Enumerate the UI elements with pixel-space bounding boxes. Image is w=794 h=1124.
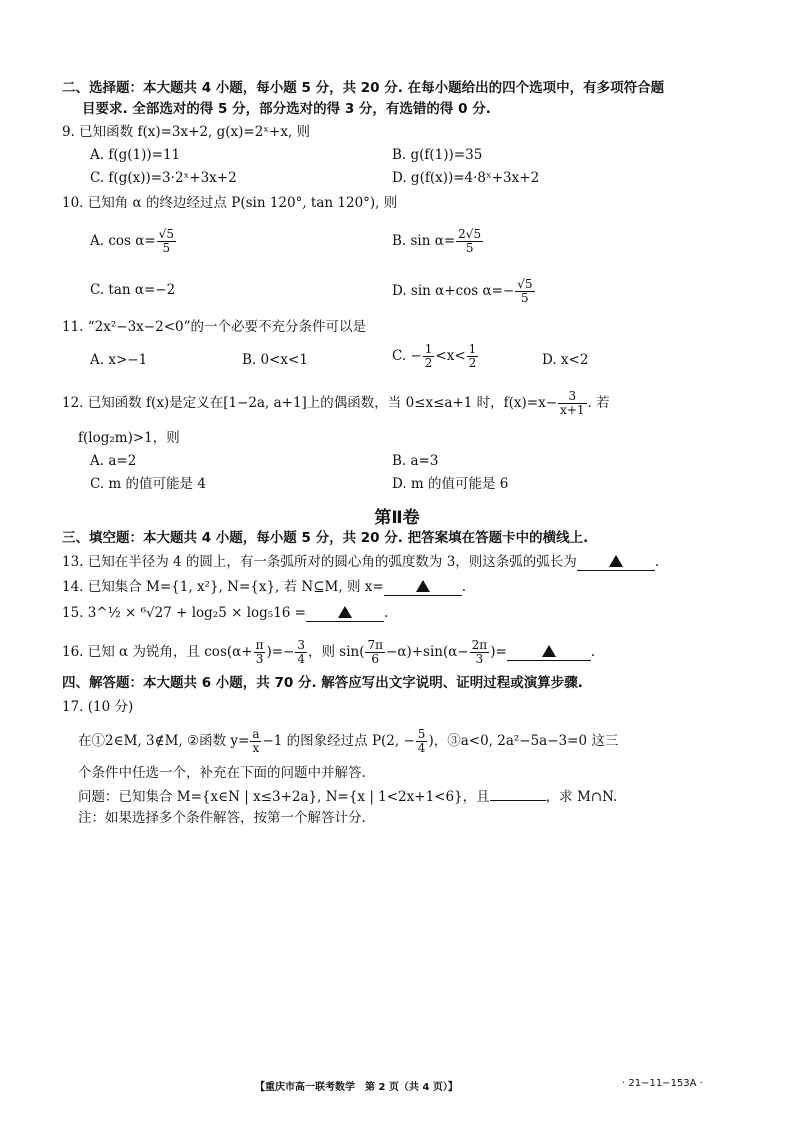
q16-7pi: 7π: [367, 638, 384, 652]
q17-4: 4: [417, 741, 426, 755]
q10-b-den: 5: [465, 241, 474, 255]
q16-6: 6: [371, 652, 380, 666]
q16-pi: π: [255, 638, 264, 652]
q17-head: 17. (10 分): [62, 699, 134, 715]
q17-frac-a-x: [250, 728, 261, 755]
q16-frac-7pi-6: [365, 639, 385, 666]
q16-2pi: 2π: [471, 638, 488, 652]
q12-option-b: B. a=3: [392, 453, 439, 469]
q10-d-prefix: D. sin α+cos α=−: [392, 283, 515, 299]
triangle-icon: [542, 645, 556, 657]
q11-c-fraction1: [423, 343, 435, 370]
q12-stem-line2: f(log₂m)>1，则: [78, 430, 180, 446]
triangle-icon: [609, 555, 623, 567]
q17-l3-suffix: ，求 M∩N.: [545, 789, 618, 805]
q15-answer-blank[interactable]: [306, 605, 384, 622]
q11-c-prefix: C. −: [392, 348, 422, 364]
q14: [62, 577, 752, 597]
q17-frac-5-4: [416, 728, 428, 755]
q16-frac-2pi-3: [470, 639, 490, 666]
q17-line2: 个条件中任选一个，补充在下面的问题中并解答.: [78, 765, 366, 781]
q17-a: a: [252, 727, 260, 741]
q10-option-a: [90, 228, 177, 255]
q12-option-d: D. m 的值可能是 6: [392, 476, 509, 492]
q10-b-num: 2√5: [458, 227, 482, 241]
q17-x: x: [252, 741, 260, 755]
q13-end: .: [654, 554, 660, 570]
part2-title: 第Ⅱ卷: [374, 508, 420, 528]
q12-frac-den: x+1: [560, 403, 585, 417]
q13-text: 13. 已知在半径为 4 的圆上，有一条弧所对的圆心角的弧度数为 3，则这条弧的弧长为: [62, 554, 577, 570]
q11-c-den2: 2: [468, 356, 477, 370]
q16-frac-3-4: [295, 639, 307, 666]
q17-l1-prefix: 在①2∈M, 3∉M, ②函数 y=: [78, 733, 250, 749]
q16-end: .: [590, 644, 596, 660]
section2-header-line2: 目要求. 全部选对的得 5 分，部分选对的得 3 分，有选错的得 0 分.: [82, 101, 491, 117]
triangle-icon: [416, 580, 430, 592]
q15-text: 15. 3^½ × ⁶√27 + log₂5 × log₅16 =: [62, 605, 306, 621]
q11-c-mid: <x<: [435, 348, 466, 364]
footer-code: · 21−11−153A ·: [622, 1078, 703, 1089]
q11-c-fraction2: [467, 343, 479, 370]
q9-option-b: B. g(f(1))=35: [392, 147, 483, 163]
q14-end: .: [461, 579, 466, 595]
q10-stem: 10. 已知角 α 的终边经过点 P(sin 120°, tan 120°), 则: [62, 195, 398, 211]
q17-line1: [78, 728, 768, 755]
q10-option-d: [392, 278, 536, 305]
q12-stem-suffix: . 若: [587, 395, 610, 411]
q15-end: .: [384, 605, 389, 621]
q17-l3-prefix: 问题：已知集合 M={x∈N | x≤3+2a}, N={x | 1<2x+1<6}，且: [78, 789, 490, 805]
q13-answer-blank[interactable]: [577, 554, 655, 571]
q10-d-fraction: [515, 278, 534, 305]
q11-option-b: B. 0<x<1: [242, 352, 308, 368]
q12-stem: [62, 390, 752, 417]
q11-stem: 11. “2x²−3x−2<0”的一个必要不充分条件可以是: [62, 319, 366, 335]
q16-mid4: )=: [490, 644, 507, 660]
q12-option-c: C. m 的值可能是 4: [90, 476, 206, 492]
q12-stem-prefix: 12. 已知函数 f(x)是定义在[1−2a, a+1]上的偶函数，当 0≤x≤a+1 时，f(x)=x−: [62, 395, 558, 411]
q10-b-prefix: B. sin α=: [392, 233, 456, 249]
q17-5: 5: [417, 727, 426, 741]
q10-d-num: √5: [517, 277, 533, 291]
section2-header-line1: 二、选择题：本大题共 4 小题，每小题 5 分，共 20 分. 在每小题给出的四个选项中，有多项符合题: [62, 80, 665, 96]
q10-b-fraction: [456, 228, 483, 255]
q17-l1-mid: −1 的图象经过点 P(2, −: [262, 733, 415, 749]
q14-text: 14. 已知集合 M={1, x²}, N={x}, 若 N⊆M, 则 x=: [62, 579, 384, 595]
q9-option-d: D. g(f(x))=4·8ˣ+3x+2: [392, 170, 540, 186]
q10-a-num: √5: [158, 227, 174, 241]
q10-d-den: 5: [521, 291, 529, 305]
q9-option-a: A. f(g(1))=11: [90, 147, 181, 163]
q9-option-c: C. f(g(x))=3·2ˣ+3x+2: [90, 170, 237, 186]
q16-mid2: ，则 sin(: [307, 644, 365, 660]
q12-frac-num: 3: [558, 390, 586, 404]
q11-c-den1: 2: [424, 356, 433, 370]
q16-frac-pi-3: [254, 639, 266, 666]
section3-header: 三、填空题：本大题共 4 小题，每小题 5 分，共 20 分. 把答案填在答题卡中的横线上.: [62, 530, 589, 546]
q17-line3: [78, 787, 768, 807]
q11-option-d: D. x<2: [542, 352, 589, 368]
q16-n3: 3: [297, 638, 305, 652]
q9-stem: 9. 已知函数 f(x)=3x+2, g(x)=2ˣ+x, 则: [62, 124, 311, 140]
q11-c-num2: 1: [468, 342, 477, 356]
q15: [62, 603, 752, 623]
q10-a-prefix: A. cos α=: [90, 233, 156, 249]
q14-answer-blank[interactable]: [384, 579, 462, 596]
q17-l1-suffix: )，③a<0, 2a²−5a−3=0 这三: [428, 733, 619, 749]
q12-fraction: [558, 390, 586, 417]
q16-mid1: )=−: [266, 644, 295, 660]
section4-header: 四、解答题：本大题共 6 小题，共 70 分. 解答应写出文字说明、证明过程或演算步骤.: [62, 675, 583, 691]
q16-answer-blank[interactable]: [507, 644, 591, 661]
q11-option-a: A. x>−1: [90, 352, 148, 368]
q17-line4: 注：如果选择多个条件解答，按第一个解答计分.: [78, 810, 366, 826]
q10-option-c: C. tan α=−2: [90, 282, 176, 298]
q13: [62, 552, 752, 572]
q10-a-fraction: [157, 228, 176, 255]
q16-mid3: −α)+sin(α−: [386, 644, 469, 660]
q16-prefix: 16. 已知 α 为锐角，且 cos(α+: [62, 644, 253, 660]
footer-center: 【重庆市高一联考数学 第 2 页（共 4 页）】: [255, 1082, 458, 1093]
q12-option-a: A. a=2: [90, 453, 137, 469]
q16: [62, 639, 752, 666]
q10-option-b: [392, 228, 484, 255]
q11-option-c: [392, 343, 479, 370]
triangle-icon: [338, 606, 352, 618]
q17-condition-blank[interactable]: [490, 800, 546, 801]
q16-3: 3: [255, 652, 264, 666]
q10-a-den: 5: [162, 241, 171, 255]
q16-d4: 4: [297, 652, 305, 666]
q16-3b: 3: [475, 652, 484, 666]
q11-c-num1: 1: [424, 342, 433, 356]
